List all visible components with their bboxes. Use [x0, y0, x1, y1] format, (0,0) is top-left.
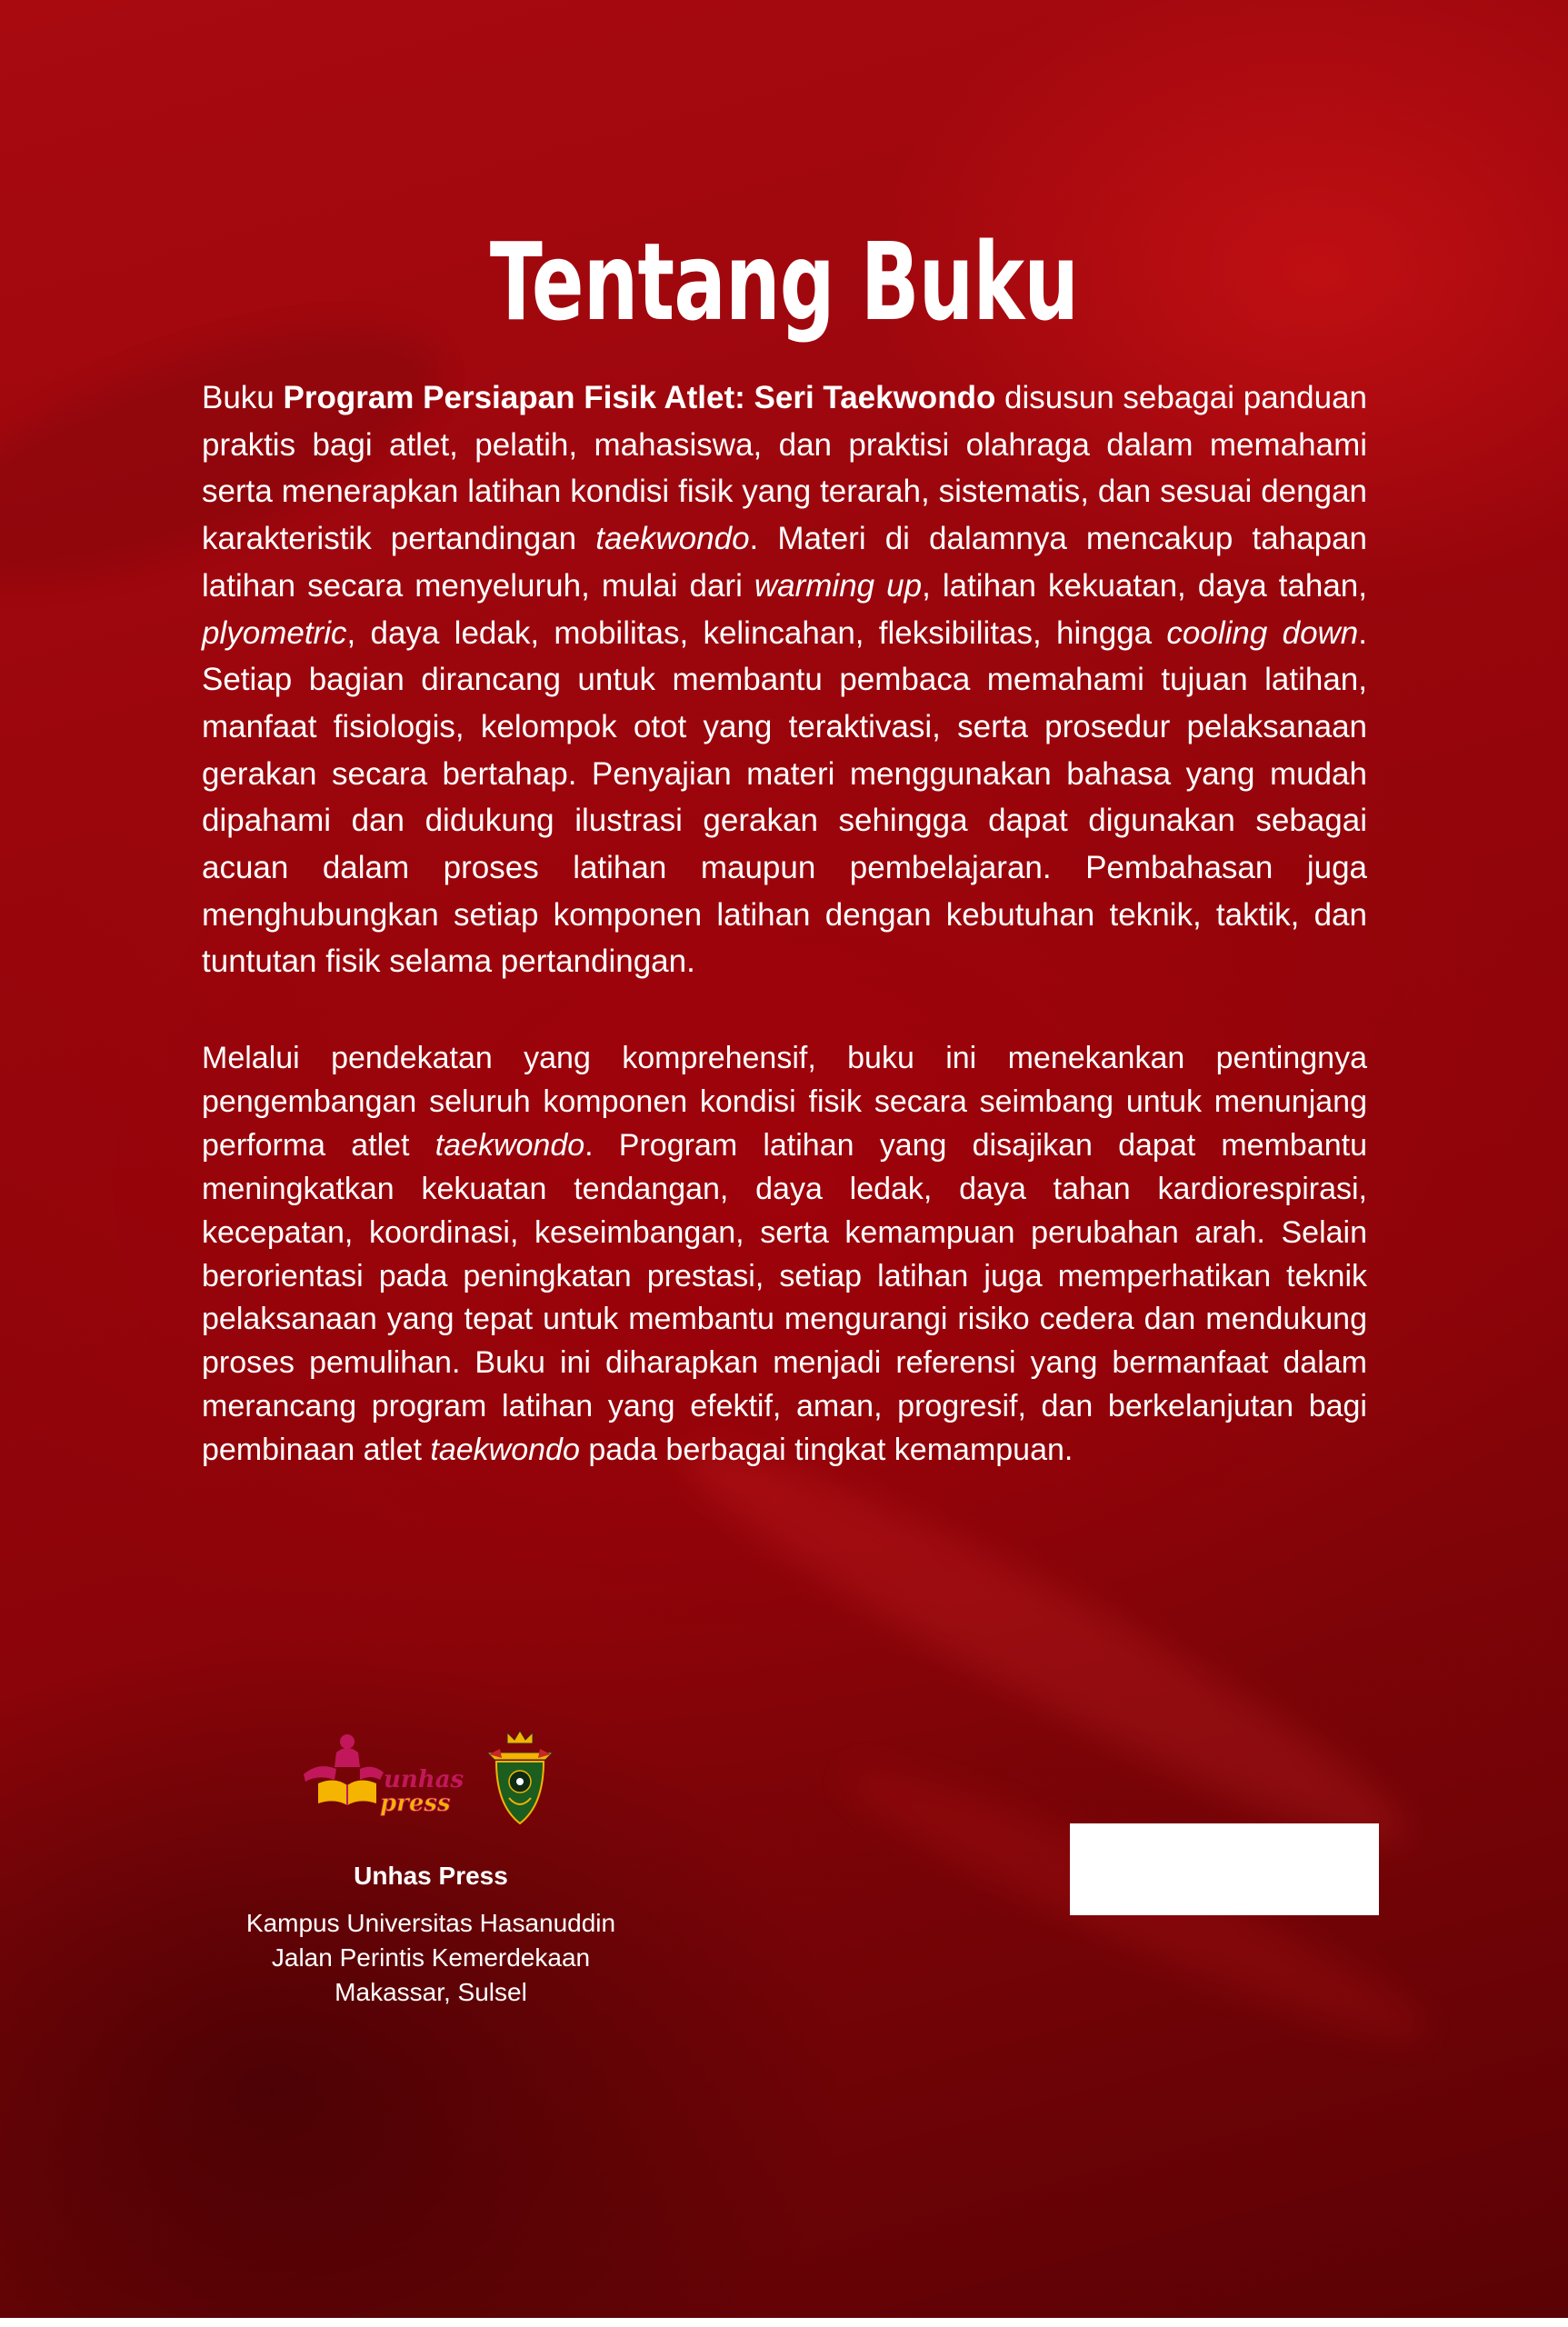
description-paragraph-2: [202, 1037, 1367, 1473]
text-run: pada berbagai tingkat kemampuan.: [579, 1433, 1074, 1468]
italic-term: warming up: [754, 567, 923, 604]
unhas-press-logo: [304, 1734, 464, 1817]
italic-term: taekwondo: [595, 521, 750, 557]
text-run: , latihan kekuatan, daya tahan,: [922, 567, 1367, 604]
publisher-logos: [300, 1727, 573, 1832]
page-edge: [0, 2318, 1568, 2327]
text-run: , daya ledak, mobilitas, kelincahan, fleksibilitas, hingga: [346, 614, 1167, 651]
text-run: . Program latihan yang disajikan dapat membantu meningkatkan kekuatan tendangan, daya ledak, daya tahan kardiorespirasi, kecepatan, koordinasi, keseimbangan, serta kemampuan perubahan arah. Selain berorientasi pada peningkatan prestasi, setiap latihan juga memperhatikan teknik pelaksanaan yang tepat untuk membantu mengurangi risiko cedera dan mendukung proses pemulihan. Buku ini diharapkan menjadi referensi yang bermanfaat dalam merancang program latihan yang efektif, aman, progresif, dan berkelanjutan bagi pembinaan atlet: [202, 1127, 1367, 1468]
barcode-placeholder: [1070, 1823, 1379, 1915]
publisher-address-line: Makassar, Sulsel: [335, 1978, 527, 2006]
book-title: Program Persiapan Fisik Atlet: Seri Taekwondo: [283, 380, 996, 415]
publisher-address-line: Kampus Universitas Hasanuddin: [245, 1909, 616, 1937]
description-paragraph-1: [202, 375, 1367, 985]
italic-term: taekwondo: [434, 1127, 585, 1163]
italic-term: plyometric: [202, 614, 347, 651]
university-emblem: [487, 1731, 553, 1823]
italic-term: taekwondo: [430, 1433, 580, 1468]
italic-term: cooling down: [1166, 614, 1359, 651]
text-run: Buku: [202, 380, 284, 415]
publisher-name: Unhas Press: [354, 1862, 508, 1890]
publisher-address-line: Jalan Perintis Kemerdekaan: [271, 1943, 591, 1972]
page-title: Tentang Buku: [489, 219, 1079, 345]
logo-wordmark: unhas: [384, 1766, 464, 1793]
text-run: disusun sebagai panduan praktis bagi atlet, pelatih, mahasiswa, dan praktisi olahraga dalam memahami serta menerapkan latihan kondisi fisik yang terarah, sistematis, dan sesuai dengan karakteristik pertandingan: [202, 380, 1367, 557]
logo-wordmark: press: [380, 1790, 451, 1817]
text-run: . Materi di dalamnya mencakup tahapan latihan secara menyeluruh, mulai dari: [202, 521, 1367, 604]
background-streak: [659, 1405, 1433, 1885]
text-run: Melalui pendekatan yang komprehensif, buku ini menekankan pentingnya pengembangan seluruh komponen kondisi fisik secara seimbang untuk menunjang performa atlet: [202, 1041, 1367, 1163]
text-run: . Setiap bagian dirancang untuk membantu pembaca memahami tujuan latihan, manfaat fisiologis, kelompok otot yang teraktivasi, serta prosedur pelaksanaan gerakan secara bertahap. Penyajian materi menggunakan bahasa yang mudah dipahami dan didukung ilustrasi gerakan sehingga dapat digunakan sebagai acuan dalam proses latihan maupun pembelajaran. Pembahasan juga menghubungkan setiap komponen latihan dengan kebutuhan teknik, taktik, dan tuntutan fisik selama pertandingan.: [202, 614, 1368, 980]
